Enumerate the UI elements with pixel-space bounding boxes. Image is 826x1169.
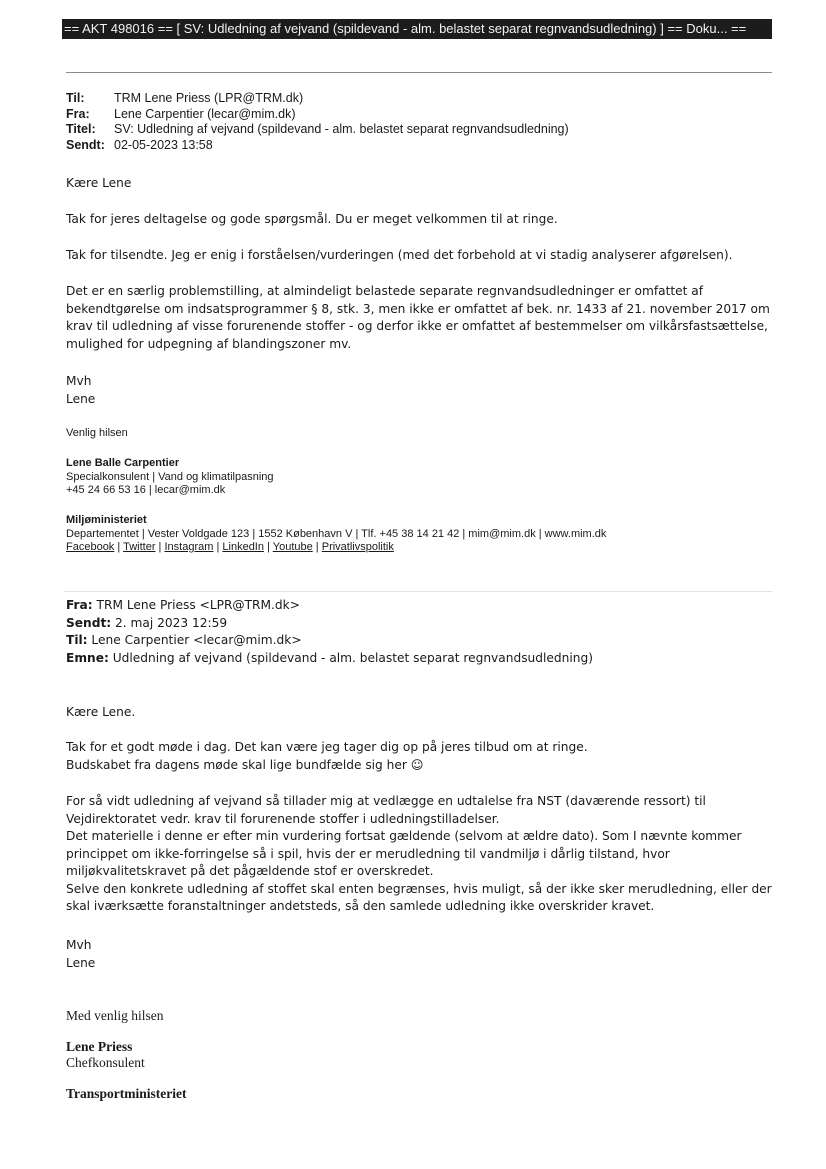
text-line: princippet om ikke-forringelse så i spil, hvis der er merudledning til vandmiljø i dårlig tilstand, hvor (66, 846, 670, 861)
closing-text: Mvh (66, 938, 92, 952)
title-label: Titel: (66, 122, 96, 136)
signature2-role: Chefkonsulent (66, 1055, 145, 1070)
sent-value: 02-05-2023 13:58 (114, 137, 213, 152)
document-banner: == AKT 498016 == [ SV: Udledning af vejvand (spildevand - alm. belastet separat regnvandsudledning) ] == Doku... == (62, 19, 772, 39)
signature2-name: Lene Priess (66, 1039, 133, 1054)
from-row (66, 107, 569, 123)
twitter-link[interactable]: Twitter (123, 541, 156, 553)
linkedin-link[interactable]: LinkedIn (222, 541, 264, 553)
quoted-to-row (66, 632, 593, 650)
text-line: bekendtgørelse om indsatsprogrammer § 8, stk. 3, men ikke er omfattet af bek. nr. 1433 af 21. november 2017 om (66, 301, 770, 316)
quoted-divider (64, 591, 772, 592)
signature2-org: Transportministeriet (66, 1086, 187, 1101)
from-value: Lene Carpentier (lecar@mim.dk) (114, 106, 296, 121)
title-value: SV: Udledning af vejvand (spildevand - alm. belastet separat regnvandsudledning) (114, 122, 569, 136)
sent-label: Sendt: (66, 137, 105, 152)
to-label: Til: (66, 91, 85, 105)
email-header (66, 91, 569, 153)
reply-greeting: Kære Lene (66, 176, 132, 190)
signature2-greeting: Med venlig hilsen (66, 1008, 164, 1023)
text-line: Budskabet fra dagens møde skal lige bundfælde sig her ☺ (66, 757, 424, 772)
quoted-header (66, 597, 593, 667)
reply-paragraph (66, 283, 770, 353)
signature-org: Miljøministeriet (66, 514, 147, 526)
signature-role: Specialkonsulent | Vand og klimatilpasning (66, 470, 274, 483)
quoted-sent-label: Sendt: (66, 615, 112, 630)
link-separator: | (312, 541, 322, 553)
quoted-greeting: Kære Lene. (66, 705, 136, 719)
text-line: mulighed for udpegning af blandingszoner mv. (66, 336, 352, 351)
quoted-from-row (66, 597, 593, 615)
social-links (66, 541, 606, 555)
signature-address: Departementet | Vester Voldgade 123 | 1552 København V | Tlf. +45 38 14 21 42 | mim@mim.dk | www.mim.dk (66, 527, 607, 540)
from-label: Fra: (66, 106, 90, 121)
privacy-link[interactable]: Privatlivspolitik (321, 541, 394, 553)
closing-name: Lene (66, 391, 96, 406)
closing-text: Mvh (66, 374, 92, 388)
quoted-from: TRM Lene Priess <LPR@TRM.dk> (96, 598, 300, 612)
link-separator: | (114, 541, 124, 553)
quoted-paragraph (66, 793, 772, 916)
youtube-link[interactable]: Youtube (272, 541, 313, 553)
text-line: skal iværksætte foranstaltninger andetsteds, så den samlede udledning ikke overskrider kravet. (66, 899, 655, 913)
signature-greeting: Venlig hilsen (66, 427, 128, 439)
quoted-subject-label: Emne: (66, 650, 109, 665)
quoted-to: Lene Carpentier <lecar@mim.dk> (91, 633, 302, 647)
link-separator: | (155, 541, 165, 553)
text-line: For så vidt udledning af vejvand så tillader mig at vedlægge en udtalelse fra NST (daværende ressort) til (66, 794, 706, 808)
text-line: Det er en særlig problemstilling, at almindeligt belastede separate regnvandsudledninger er omfattet af (66, 284, 704, 298)
title-row (66, 122, 569, 138)
instagram-link[interactable]: Instagram (164, 541, 214, 553)
sent-row (66, 138, 569, 154)
text-line: Tak for et godt møde i dag. Det kan være jeg tager dig op på jeres tilbud om at ringe. (66, 740, 588, 754)
signature-org-block (66, 514, 606, 555)
text-line: miljøkvalitetskravet på det pågældende stof er overskredet. (66, 864, 434, 878)
quoted-sent: 2. maj 2023 12:59 (115, 615, 228, 630)
quoted-sent-row (66, 615, 593, 633)
signature-name: Lene Balle Carpentier (66, 457, 180, 469)
link-separator: | (213, 541, 223, 553)
reply-closing (66, 373, 95, 408)
facebook-link[interactable]: Facebook (66, 541, 115, 553)
reply-paragraph: Tak for jeres deltagelse og gode spørgsmål. Du er meget velkommen til at ringe. (66, 212, 558, 226)
quoted-subject: Udledning af vejvand (spildevand - alm. belastet separat regnvandsudledning) (112, 650, 593, 665)
link-separator: | (263, 541, 273, 553)
quoted-from-label: Fra: (66, 598, 93, 612)
signature-contact: +45 24 66 53 16 | lecar@mim.dk (66, 484, 226, 496)
text-line: Vejdirektoratet vedr. krav til forurenende stoffer i udledningstilladelser. (66, 811, 500, 826)
quoted-to-label: Til: (66, 633, 88, 647)
to-row (66, 91, 569, 107)
to-value: TRM Lene Priess (LPR@TRM.dk) (114, 91, 304, 105)
closing-name: Lene (66, 955, 96, 970)
quoted-subject-row (66, 650, 593, 668)
text-line: krav til udledning af visse forurenende stoffer - og derfor ikke er omfattet af bestemmelser om vilkårsfastsættelse, (66, 319, 768, 333)
quoted-paragraph (66, 739, 588, 774)
signature-block (66, 457, 274, 498)
reply-paragraph: Tak for tilsendte. Jeg er enig i forståelsen/vurderingen (med det forbehold at vi stadig analyserer afgørelsen). (66, 248, 733, 262)
text-line: Selve den konkrete udledning af stoffet skal enten begrænses, hvis muligt, så der ikke sker merudledning, eller der (66, 881, 772, 896)
header-divider (66, 72, 772, 73)
quoted-closing (66, 937, 95, 972)
text-line: Det materielle i denne er efter min vurdering fortsat gældende (selvom at ældre dato). Som I nævnte kommer (66, 829, 742, 843)
